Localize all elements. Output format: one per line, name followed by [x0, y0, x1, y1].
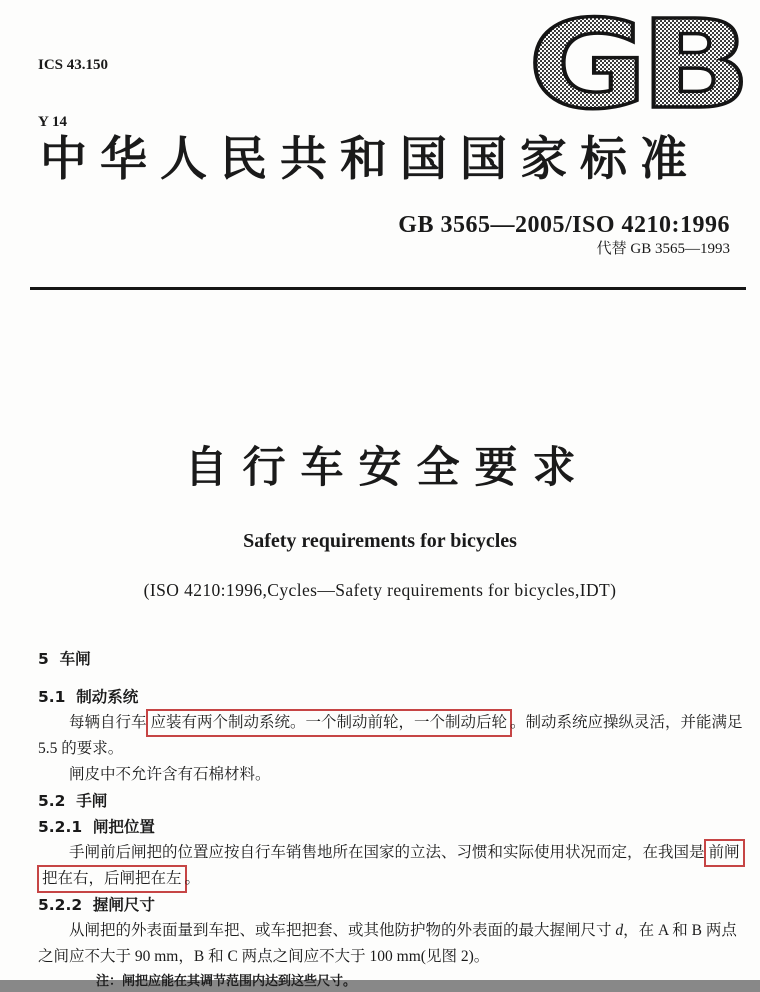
text-segment: ，在 A 和 B 两点: [623, 922, 737, 939]
paragraph-line: 闸皮中不允许含有石棉材料。: [69, 766, 271, 783]
paragraph-line: 5.5 的要求。: [38, 740, 124, 757]
section-heading-5-1: 5.1 制动系统: [38, 688, 139, 706]
ics-code: ICS 43.150: [38, 57, 109, 73]
header-divider-rule: [30, 287, 746, 290]
text-segment: 手闸前后闸把的位置应按自行车销售地所在国家的立法、习惯和实际使用状况而定，在我国是: [69, 844, 705, 861]
iso-reference-line: (ISO 4210:1996,Cycles—Safety requirements for bicycles,IDT): [143, 580, 617, 600]
category-code: Y 14: [38, 114, 68, 130]
document-body: [38, 646, 748, 992]
gb-logo-graphic: [526, 0, 748, 136]
paragraph-line: 之间应不大于 90 mm，B 和 C 两点之间应不大于 100 mm(见图 2)。: [38, 948, 490, 965]
text-segment: 。制动系统应操纵灵活，并能满足: [510, 714, 743, 731]
text-segment: 从闸把的外表面量到车把、或车把把套、或其他防护物的外表面的最大握闸尺寸: [69, 922, 616, 939]
text-segment: 每辆自行车: [69, 714, 147, 731]
gb-logo-text: GB: [528, 0, 744, 136]
section-heading-5-2-2: 5.2.2 握闸尺寸: [38, 896, 155, 914]
standard-number-block: [398, 211, 730, 259]
highlight-box-braking-systems: 应装有两个制动系统。一个制动前轮，一个制动后轮: [146, 709, 513, 737]
section-heading-5-2: 5.2 手闸: [38, 792, 108, 810]
paragraph-line: [38, 710, 748, 736]
section-heading-5-2-1: 5.2.1 闸把位置: [38, 818, 155, 836]
highlight-box-lever-position: 把在右，后闸把在左: [37, 865, 187, 893]
standard-number: GB 3565—2005/ISO 4210:1996: [398, 212, 730, 238]
section-heading-5: 5 车闸: [38, 650, 91, 668]
variable-d: d: [615, 922, 624, 939]
text-segment: 。: [184, 870, 201, 887]
national-standard-title: 中华人民共和国国家标准: [40, 134, 700, 186]
gb-logo: [526, 0, 748, 136]
highlight-box-front-brake: 前闸: [704, 839, 745, 867]
paragraph-line: [38, 866, 748, 892]
document-title-zh: 自行车安全要求: [184, 443, 591, 493]
paragraph-line: [38, 918, 748, 944]
replaces-note: 代替 GB 3565—1993: [596, 241, 730, 257]
document-title-en: Safety requirements for bicycles: [243, 530, 517, 552]
footnote: 注：闸把应能在其调节范围内达到这些尺寸。: [96, 973, 357, 988]
paragraph-line: [38, 840, 748, 866]
